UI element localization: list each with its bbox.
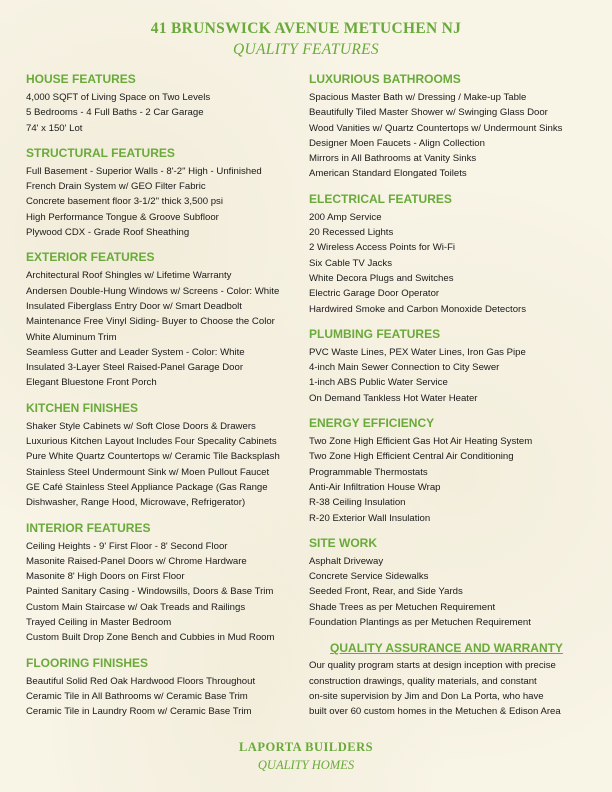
feature-item: 20 Recessed Lights xyxy=(309,227,394,239)
right-column xyxy=(309,72,594,720)
section-luxurious-bathrooms xyxy=(309,72,594,182)
section-heading: LUXURIOUS BATHROOMS xyxy=(309,72,461,86)
feature-item: Designer Moen Faucets - Align Collection xyxy=(309,137,485,149)
feature-item: Plywood CDX - Grade Roof Sheathing xyxy=(26,227,190,239)
feature-item: Six Cable TV Jacks xyxy=(309,257,392,269)
feature-item: White Aluminum Trim xyxy=(26,331,117,343)
left-column xyxy=(26,72,316,720)
section-heading: STRUCTURAL FEATURES xyxy=(26,145,175,160)
feature-item: Anti-Air Infiltration House Wrap xyxy=(309,481,441,493)
feature-item: High Performance Tongue & Groove Subfloor xyxy=(26,211,219,223)
feature-item: Two Zone High Efficient Central Air Conditioning xyxy=(309,451,514,463)
feature-item: Custom Built Drop Zone Bench and Cubbies in Mud Room xyxy=(26,632,275,644)
section-plumbing-features xyxy=(309,327,594,406)
quality-assurance-text xyxy=(309,658,594,719)
section-heading: INTERIOR FEATURES xyxy=(26,520,151,535)
feature-item: Beautifully Tiled Master Shower w/ Swinging Glass Door xyxy=(309,107,548,119)
section-kitchen-finishes xyxy=(26,401,316,511)
feature-item: Shaker Style Cabinets w/ Soft Close Doors & Drawers xyxy=(26,420,256,432)
feature-item: Architectural Roof Shingles w/ Lifetime Warranty xyxy=(26,270,232,282)
feature-item: Concrete basement floor 3-1/2" thick 3,500 psi xyxy=(26,196,223,208)
section-electrical-features xyxy=(309,192,594,317)
section-house-features xyxy=(26,72,316,136)
feature-item: Programmable Thermostats xyxy=(309,466,428,478)
feature-item: Ceramic Tile in All Bathrooms w/ Ceramic Base Trim xyxy=(26,690,248,702)
section-heading: HOUSE FEATURES xyxy=(26,72,136,86)
feature-item: Seamless Gutter and Leader System - Color: White xyxy=(26,346,245,358)
feature-item: Insulated Fiberglass Entry Door w/ Smart Deadbolt xyxy=(26,300,242,312)
section-site-work xyxy=(309,536,594,630)
page-title: 41 BRUNSWICK AVENUE METUCHEN NJ xyxy=(150,20,462,37)
section-heading: EXTERIOR FEATURES xyxy=(26,250,155,265)
feature-item: Masonite Raised-Panel Doors w/ Chrome Hardware xyxy=(26,555,247,567)
feature-item: R-20 Exterior Wall Insulation xyxy=(309,512,431,524)
section-heading: PLUMBING FEATURES xyxy=(309,326,441,341)
feature-item: On Demand Tankless Hot Water Heater xyxy=(309,392,478,404)
section-flooring-finishes xyxy=(26,656,316,720)
feature-item: Luxurious Kitchen Layout Includes Four Specality Cabinets xyxy=(26,436,277,448)
feature-item: Maintenance Free Vinyl Siding- Buyer to Choose the Color xyxy=(26,316,275,328)
section-structural-features xyxy=(26,146,316,240)
feature-item: 74' x 150' Lot xyxy=(26,122,83,134)
feature-item: Seeded Front, Rear, and Side Yards xyxy=(309,586,463,598)
feature-item: French Drain System w/ GEO Filter Fabric xyxy=(26,181,206,193)
company-name: LAPORTA BUILDERS xyxy=(238,740,374,754)
quality-assurance-heading: QUALITY ASSURANCE AND WARRANTY xyxy=(330,641,563,656)
section-quality-assurance xyxy=(309,641,594,719)
section-energy-efficiency xyxy=(309,416,594,526)
section-exterior-features xyxy=(26,250,316,390)
feature-item: 5 Bedrooms - 4 Full Baths - 2 Car Garage xyxy=(26,107,204,119)
feature-item: 1-inch ABS Public Water Service xyxy=(309,377,448,389)
feature-item: Electric Garage Door Operator xyxy=(309,288,440,300)
feature-item: Stainless Steel Undermount Sink w/ Moen Pullout Faucet xyxy=(26,466,270,478)
feature-item: Two Zone High Efficient Gas Hot Air Heating System xyxy=(309,436,533,448)
feature-item: White Decora Plugs and Switches xyxy=(309,272,454,284)
section-heading: KITCHEN FINISHES xyxy=(26,400,139,415)
quality-line: built over 60 custom homes in the Metuchen & Edison Area xyxy=(309,706,561,718)
feature-item: Andersen Double-Hung Windows w/ Screens - Color: White xyxy=(26,285,280,297)
feature-item: 200 Amp Service xyxy=(309,211,382,223)
feature-item: Foundation Plantings as per Metuchen Requirement xyxy=(309,617,531,629)
feature-item: 4-inch Main Sewer Connection to City Sewer xyxy=(309,362,500,374)
feature-item: Concrete Service Sidewalks xyxy=(309,571,429,583)
section-heading: SITE WORK xyxy=(309,535,377,550)
feature-item: Full Basement - Superior Walls - 8'-2" High - Unfinished xyxy=(26,165,262,177)
feature-item: 2 Wireless Access Points for Wi-Fi xyxy=(309,242,456,254)
feature-item: Ceiling Heights - 9' First Floor - 8' Second Floor xyxy=(26,540,228,552)
feature-item: Shade Trees as per Metuchen Requirement xyxy=(309,601,496,613)
company-tagline: QUALITY HOMES xyxy=(257,758,355,772)
feature-item: Painted Sanitary Casing - Windowsills, Doors & Base Trim xyxy=(26,586,274,598)
section-interior-features xyxy=(26,521,316,646)
feature-item: PVC Waste Lines, PEX Water Lines, Iron Gas Pipe xyxy=(309,346,526,358)
section-heading: ELECTRICAL FEATURES xyxy=(309,191,452,206)
feature-item: 4,000 SQFT of Living Space on Two Levels xyxy=(26,92,211,103)
section-heading: ENERGY EFFICIENCY xyxy=(309,416,435,431)
feature-item: Elegant Bluestone Front Porch xyxy=(26,377,157,389)
quality-line: construction drawings, quality materials, and constant xyxy=(309,675,537,687)
feature-item: Mirrors in All Bathrooms at Vanity Sinks xyxy=(309,153,477,165)
feature-item: Asphalt Driveway xyxy=(309,555,384,567)
feature-item: Wood Vanities w/ Quartz Countertops w/ Undermount Sinks xyxy=(309,122,563,134)
feature-item: Ceramic Tile in Laundry Room w/ Ceramic Base Trim xyxy=(26,706,252,718)
feature-item: Hardwired Smoke and Carbon Monoxide Detectors xyxy=(309,303,527,315)
feature-item: Masonite 8' High Doors on First Floor xyxy=(26,571,185,583)
quality-line: Our quality program starts at design inception with precise xyxy=(309,660,556,672)
feature-item: Spacious Master Bath w/ Dressing / Make-up Table xyxy=(309,92,527,103)
feature-item: GE Café Stainless Steel Appliance Package (Gas Range xyxy=(26,481,268,493)
feature-item: Pure White Quartz Countertops w/ Ceramic Tile Backsplash xyxy=(26,451,280,463)
feature-item: Dishwasher, Range Hood, Microwave, Refrigerator) xyxy=(26,497,246,509)
feature-item: R-38 Ceiling Insulation xyxy=(309,497,406,509)
page-subtitle: QUALITY FEATURES xyxy=(233,41,379,58)
feature-item: Beautiful Solid Red Oak Hardwood Floors Throughout xyxy=(26,675,256,687)
feature-item: Trayed Ceiling in Master Bedroom xyxy=(26,617,172,629)
quality-line: on-site supervision by Jim and Don La Porta, who have xyxy=(309,690,544,702)
feature-item: Custom Main Staircase w/ Oak Treads and Railings xyxy=(26,601,246,613)
feature-item: Insulated 3-Layer Steel Raised-Panel Garage Door xyxy=(26,362,244,374)
section-heading: FLOORING FINISHES xyxy=(26,655,149,670)
feature-item: American Standard Elongated Toilets xyxy=(309,168,467,180)
